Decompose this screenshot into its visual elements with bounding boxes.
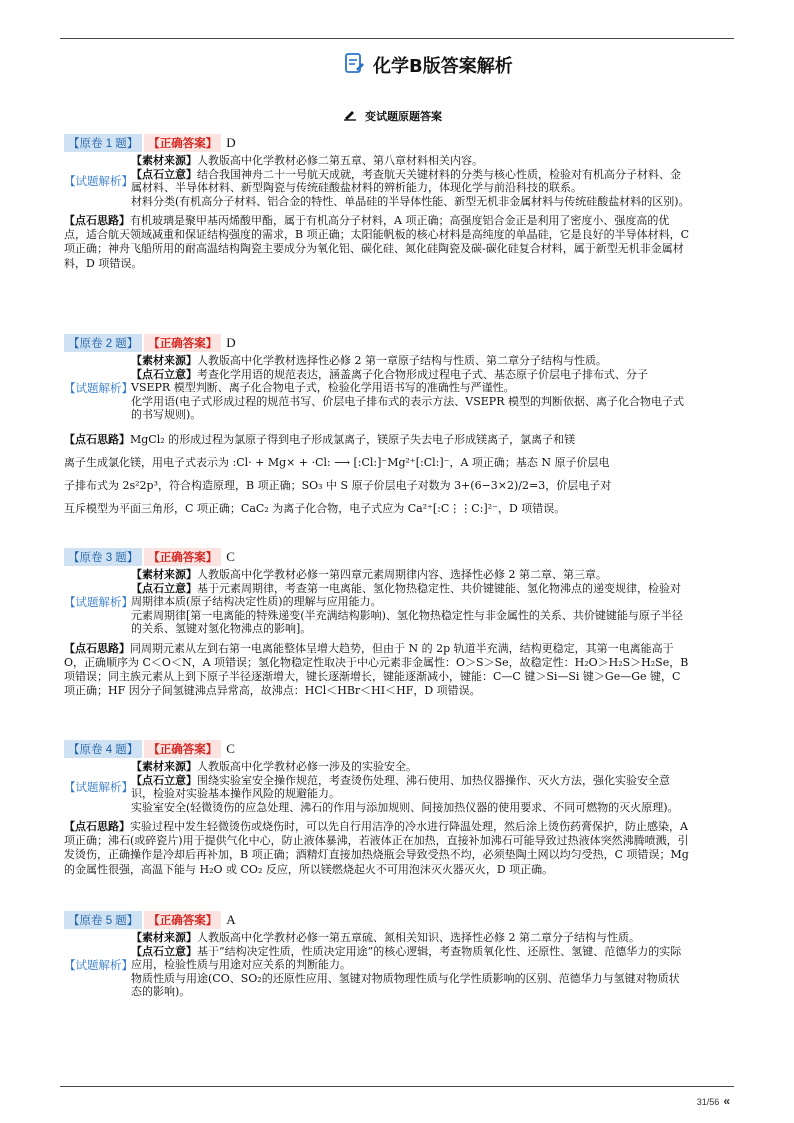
extra-text: 材料分类(有机高分子材料、铝合金的特性、单晶硅的半导体性能、新型无机非金属材料与传统硅酸盐材料的区别)。 <box>131 194 690 208</box>
header-rule <box>60 38 734 39</box>
solution-text: 【点石思路】实验过程中发生轻微烫伤或烧伤时，可以先自行用洁净的冷水进行降温处理，然后涂上烫伤药膏保护，防止感染，A 项正确；沸石(或碎瓷片)用于提供气化中心，防止液体暴沸，若液体正在加热，直接补加沸石可能导致过热液体突然沸腾喷溅，引发烫伤，正确操作是冷却后再补加，B 项正确；酒精灯直接加热烧瓶会导致受热不均，必须垫陶土网以均匀受热，C 项错误；Mg 的金属性很强，高温下能与 H₂O 或 CO₂ 反应，所以镁燃烧起火不可用泡沫灭火器灭火，D 项正确。 <box>64 820 689 876</box>
page-title: 化学B版答案解析 <box>343 51 513 79</box>
correct-answer-label: 【正确答案】 <box>144 334 221 352</box>
analysis-label: 【试题解析】 <box>64 382 133 395</box>
answer-value: C <box>226 741 235 756</box>
solution-text: 【点石思路】同周期元素从左到右第一电离能整体呈增大趋势，但由于 N 的 2p 轨道半充满，结构更稳定，其第一电离能高于 O，正确顺序为 C＜O＜N，A 项错误；氢化物稳定性取决于中心元素非金属性：O＞S＞Se，故稳定性：H₂O＞H₂S＞H₂Se，B 项错误；同主族元素从上到下原子半径逐渐增大，键长逐渐增长，键能逐渐减小，键能：C—C 键＞Si—Si 键＞Ge—Ge 键，C 项正确；HF 因分子间氢键沸点异常高，故沸点：HCl＜HBr＜HI＜HF，D 项错误。 <box>64 641 689 698</box>
source-text: 人教版高中化学教材必修一第四章元素周期律内容、选择性必修 2 第二章、第三章。 <box>197 568 607 581</box>
intent-text: 围绕实验室安全操作规范，考查烫伤处理、沸石使用、加热仪器操作、灭火方法，强化实验安全意识，检验对实验基本操作风险的规避能力。 <box>131 773 670 800</box>
footer-rule <box>60 1086 734 1087</box>
solution-text: 【点石思路】有机玻璃是聚甲基丙烯酸甲酯，属于有机高分子材料，A 项正确；高强度铝合金正是利用了密度小、强度高的优点，适合航天领域减重和保证结构强度的需求，B 项正确；太阳能帆板的核心材料是高纯度的单晶硅，它是良好的半导体材料，C 项正确；神舟飞船所用的耐高温结构陶瓷主要成分为氧化铝、碳化硅、氮化硅陶瓷及碳-碳化硅复合材料，属于新型无机非金属材料，D 项错误。 <box>64 214 689 270</box>
source-text: 人教版高中化学教材选择性必修 2 第一章原子结构与性质、第二章分子结构与性质。 <box>197 354 607 367</box>
correct-answer-label: 【正确答案】 <box>144 548 221 566</box>
analysis-label: 【试题解析】 <box>64 959 133 972</box>
correct-answer-label: 【正确答案】 <box>144 911 221 929</box>
extra-text: 实验室安全(轻微烫伤的应急处理、沸石的作用与添加规则、间接加热仪器的使用要求、不同可燃物的灭火原理)。 <box>131 800 679 814</box>
intent-text: 基于元素周期律，考查第一电离能、氢化物热稳定性、共价键键能、氢化物沸点的递变规律，检验对周期律本质(原子结构决定性质)的理解与应用能力。 <box>131 581 681 608</box>
source-text: 人教版高中化学教材必修一涉及的实验安全。 <box>197 760 417 773</box>
intent-text: 基于“结构决定性质，性质决定用途”的核心逻辑，考查物质氧化性、还原性、氢键、范德华力的实际应用，检验性质与用途对应关系的判断能力。 <box>131 944 682 971</box>
pen-icon <box>343 106 357 125</box>
analysis-label: 【试题解析】 <box>64 782 133 794</box>
analysis-label: 【试题解析】 <box>64 176 133 188</box>
question-number: 【原卷 1 题】 <box>64 134 142 152</box>
intent-text: 考查化学用语的规范表达，涵盖离子化合物形成过程电子式、基态原子价层电子排布式、分子 VSEPR 模型判断、离子化合物电子式，检验化学用语书写的准确性与严谨性。 <box>131 367 648 394</box>
answer-value: C <box>226 549 235 564</box>
question-number: 【原卷 3 题】 <box>64 548 142 566</box>
page-number: 31/56 <box>696 1097 720 1107</box>
question-block-3: 【原卷 3 题】 【正确答案】 C 【试题解析】 【素材来源】人教版高中化学教材必修一第四章元素周期律内容、选择性必修 2 第二章、第三章。 【点石立意】基于元素周期律，考查第一电离能、氢化物热稳定性、共价键键能、氢化物沸点的递变规律，检验对周期律本质(原子结构决定性质)的理解与应用能力。 元素周期律[第一电离能的特殊递变(半充满结构影响)、氢化物热稳定性与非金属性的关系、共价键键能与原子半径的关系、氢键对氢化物沸点的影响]。 【点石思路】同周期元素从左到右第一电离能整体呈增大趋势，但由于 N 的 2p 轨道半充满，结构更稳定，其第一电离能高于 O，正确顺序为 C＜O＜N，A 项错误；氢化物稳定性取决于中心元素非金属性：O＞S＞Se，故稳定性：H₂O＞H₂S＞H₂Se，B 项错误；同主族元素从上到下原子半径逐渐增大，键长逐渐增长，键能逐渐减小，键能：C—C 键＞Si—Si 键＞Ge—Ge 键，C 项正确；HF 因分子间氢键沸点异常高，故沸点：HCl＜HBr＜HI＜HF，D 项错误。 <box>64 549 689 698</box>
solution-text: 【点石思路】MgCl₂ 的形成过程为氯原子得到电子形成氯离子，镁原子失去电子形成镁离子，氯离子和镁 离子生成氯化镁，用电子式表示为 :Cl· + Mg× + ·Cl: ⟶ [:Cl:]⁻Mg²⁺[:Cl:]⁻，A 项正确；基态 N 原子价层电 子排布式为 2s²2p³，符合构造原理，B 项正确；SO₃ 中 S 原子价层电子对数为 3+(6−3×2)/2=3，价层电子对 互斥模型为平面三角形，C 项正确；CaC₂ 为离子化合物，电子式应为 Ca²⁺[:C⋮⋮C:]²⁻，D 项错误。 <box>64 432 612 515</box>
answer-value: D <box>226 335 236 350</box>
source-text: 人教版高中化学教材必修二第五章、第八章材料相关内容。 <box>197 154 483 167</box>
answer-value: D <box>226 135 236 150</box>
question-block-5: 【原卷 5 题】 【正确答案】 A 【试题解析】 【素材来源】人教版高中化学教材必修一第五章硫、氮相关知识、选择性必修 2 第二章分子结构与性质。 【点石立意】基于“结构决定性质，性质决定用途”的核心逻辑，考查物质氧化性、还原性、氢键、范德华力的实际应用，检验性质与用途对应关系的判断能力。 物质性质与用途(CO、SO₂的还原性应用、氢键对物质物理性质与化学性质影响的区别、范德华力与氢键对物质状态的影响)。 <box>64 911 690 999</box>
question-block-1: 【原卷 1 题】 【正确答案】 D 【试题解析】 【素材来源】人教版高中化学教材必修二第五章、第八章材料相关内容。 【点石立意】结合我国神舟二十一号航天成就，考查航天关键材料的分类与核心性质，检验对有机高分子材料、金属材料、半导体材料、新型陶瓷与传统硅酸盐材料的辨析能力，体现化学与前沿科技的联系。 材料分类(有机高分子材料、铝合金的特性、单晶硅的半导体性能、新型无机非金属材料与传统硅酸盐材料的区别)。 【点石思路】有机玻璃是聚甲基丙烯酸甲酯，属于有机高分子材料，A 项正确；高强度铝合金正是利用了密度小、强度高的优点，适合航天领域减重和保证结构强度的需求，B 项正确；太阳能帆板的核心材料是高纯度的单晶硅，它是良好的半导体材料，C 项正确；神舟飞船所用的耐高温结构陶瓷主要成分为氧化铝、碳化硅、氮化硅陶瓷及碳-碳化硅复合材料，属于新型无机非金属材料，D 项错误。 <box>64 135 690 270</box>
correct-answer-label: 【正确答案】 <box>144 134 221 152</box>
question-block-2: 【原卷 2 题】 【正确答案】 D 【试题解析】 【素材来源】人教版高中化学教材选择性必修 2 第一章原子结构与性质、第二章分子结构与性质。 【点石立意】考查化学用语的规范表达，涵盖离子化合物形成过程电子式、基态原子价层电子排布式、分子 VSEPR 模型判断、离子化合物电子式，检验化学用语书写的准确性与严谨性。 化学用语(电子式形成过程的规范书写、价层电子排布式的表示方法、VSEPR 模型的判断依据、离子化合物电子式的书写规则)。 【点石思路】MgCl₂ 的形成过程为氯原子得到电子形成氯离子，镁原子失去电子形成镁离子，氯离子和镁 离子生成氯化镁，用电子式表示为 :Cl· + Mg× + ·Cl: ⟶ [:Cl:]⁻Mg²⁺[:Cl:]⁻，A 项正确；基态 N 原子价层电 子排布式为 2s²2p³，符合构造原理，B 项正确；SO₃ 中 S 原子价层电子对数为 3+(6−3×2)/2=3，价层电子对 互斥模型为平面三角形，C 项正确；CaC₂ 为离子化合物，电子式应为 Ca²⁺[:C⋮⋮C:]²⁻，D 项错误。 <box>64 334 690 520</box>
page-footer <box>697 1094 730 1108</box>
question-block-4: 【原卷 4 题】 【正确答案】 C 【试题解析】 【素材来源】人教版高中化学教材必修一涉及的实验安全。 【点石立意】围绕实验室安全操作规范，考查烫伤处理、沸石使用、加热仪器操作、灭火方法，强化实验安全意识，检验对实验基本操作风险的规避能力。 实验室安全(轻微烫伤的应急处理、沸石的作用与添加规则、间接加热仪器的使用要求、不同可燃物的灭火原理)。 【点石思路】实验过程中发生轻微烫伤或烧伤时，可以先自行用洁净的冷水进行降温处理，然后涂上烫伤药膏保护，防止感染，A 项正确；沸石(或碎瓷片)用于提供气化中心，防止液体暴沸，若液体正在加热，直接补加沸石可能导致过热液体突然沸腾喷溅，引发烫伤，正确操作是冷却后再补加，B 项正确；酒精灯直接加热烧瓶会导致受热不均，必须垫陶土网以均匀受热，C 项错误；Mg 的金属性很强，高温下能与 H₂O 或 CO₂ 反应，所以镁燃烧起火不可用泡沫灭火器灭火，D 项正确。 <box>64 741 689 876</box>
question-number: 【原卷 5 题】 <box>64 911 142 929</box>
extra-text: 元素周期律[第一电离能的特殊递变(半充满结构影响)、氢化物热稳定性与非金属性的关系、共价键键能与原子半径的关系、氢键对氢化物沸点的影响]。 <box>131 608 683 635</box>
analysis-label: 【试题解析】 <box>64 596 133 609</box>
back-arrow-icon[interactable]: « <box>723 1094 730 1108</box>
document-icon <box>343 52 365 78</box>
extra-text: 化学用语(电子式形成过程的规范书写、价层电子排布式的表示方法、VSEPR 模型的判断依据、离子化合物电子式的书写规则)。 <box>131 394 684 421</box>
question-number: 【原卷 2 题】 <box>64 334 142 352</box>
section-subtitle: 变试题原题答案 <box>343 106 442 125</box>
extra-text: 物质性质与用途(CO、SO₂的还原性应用、氢键对物质物理性质与化学性质影响的区别、范德华力与氢键对物质状态的影响)。 <box>131 971 680 998</box>
answer-value: A <box>226 912 236 927</box>
question-number: 【原卷 4 题】 <box>64 740 142 758</box>
intent-text: 结合我国神舟二十一号航天成就，考查航天关键材料的分类与核心性质，检验对有机高分子材料、金属材料、半导体材料、新型陶瓷与传统硅酸盐材料的辨析能力，体现化学与前沿科技的联系。 <box>131 167 681 194</box>
source-text: 人教版高中化学教材必修一第五章硫、氮相关知识、选择性必修 2 第二章分子结构与性质。 <box>197 931 640 944</box>
correct-answer-label: 【正确答案】 <box>144 740 221 758</box>
